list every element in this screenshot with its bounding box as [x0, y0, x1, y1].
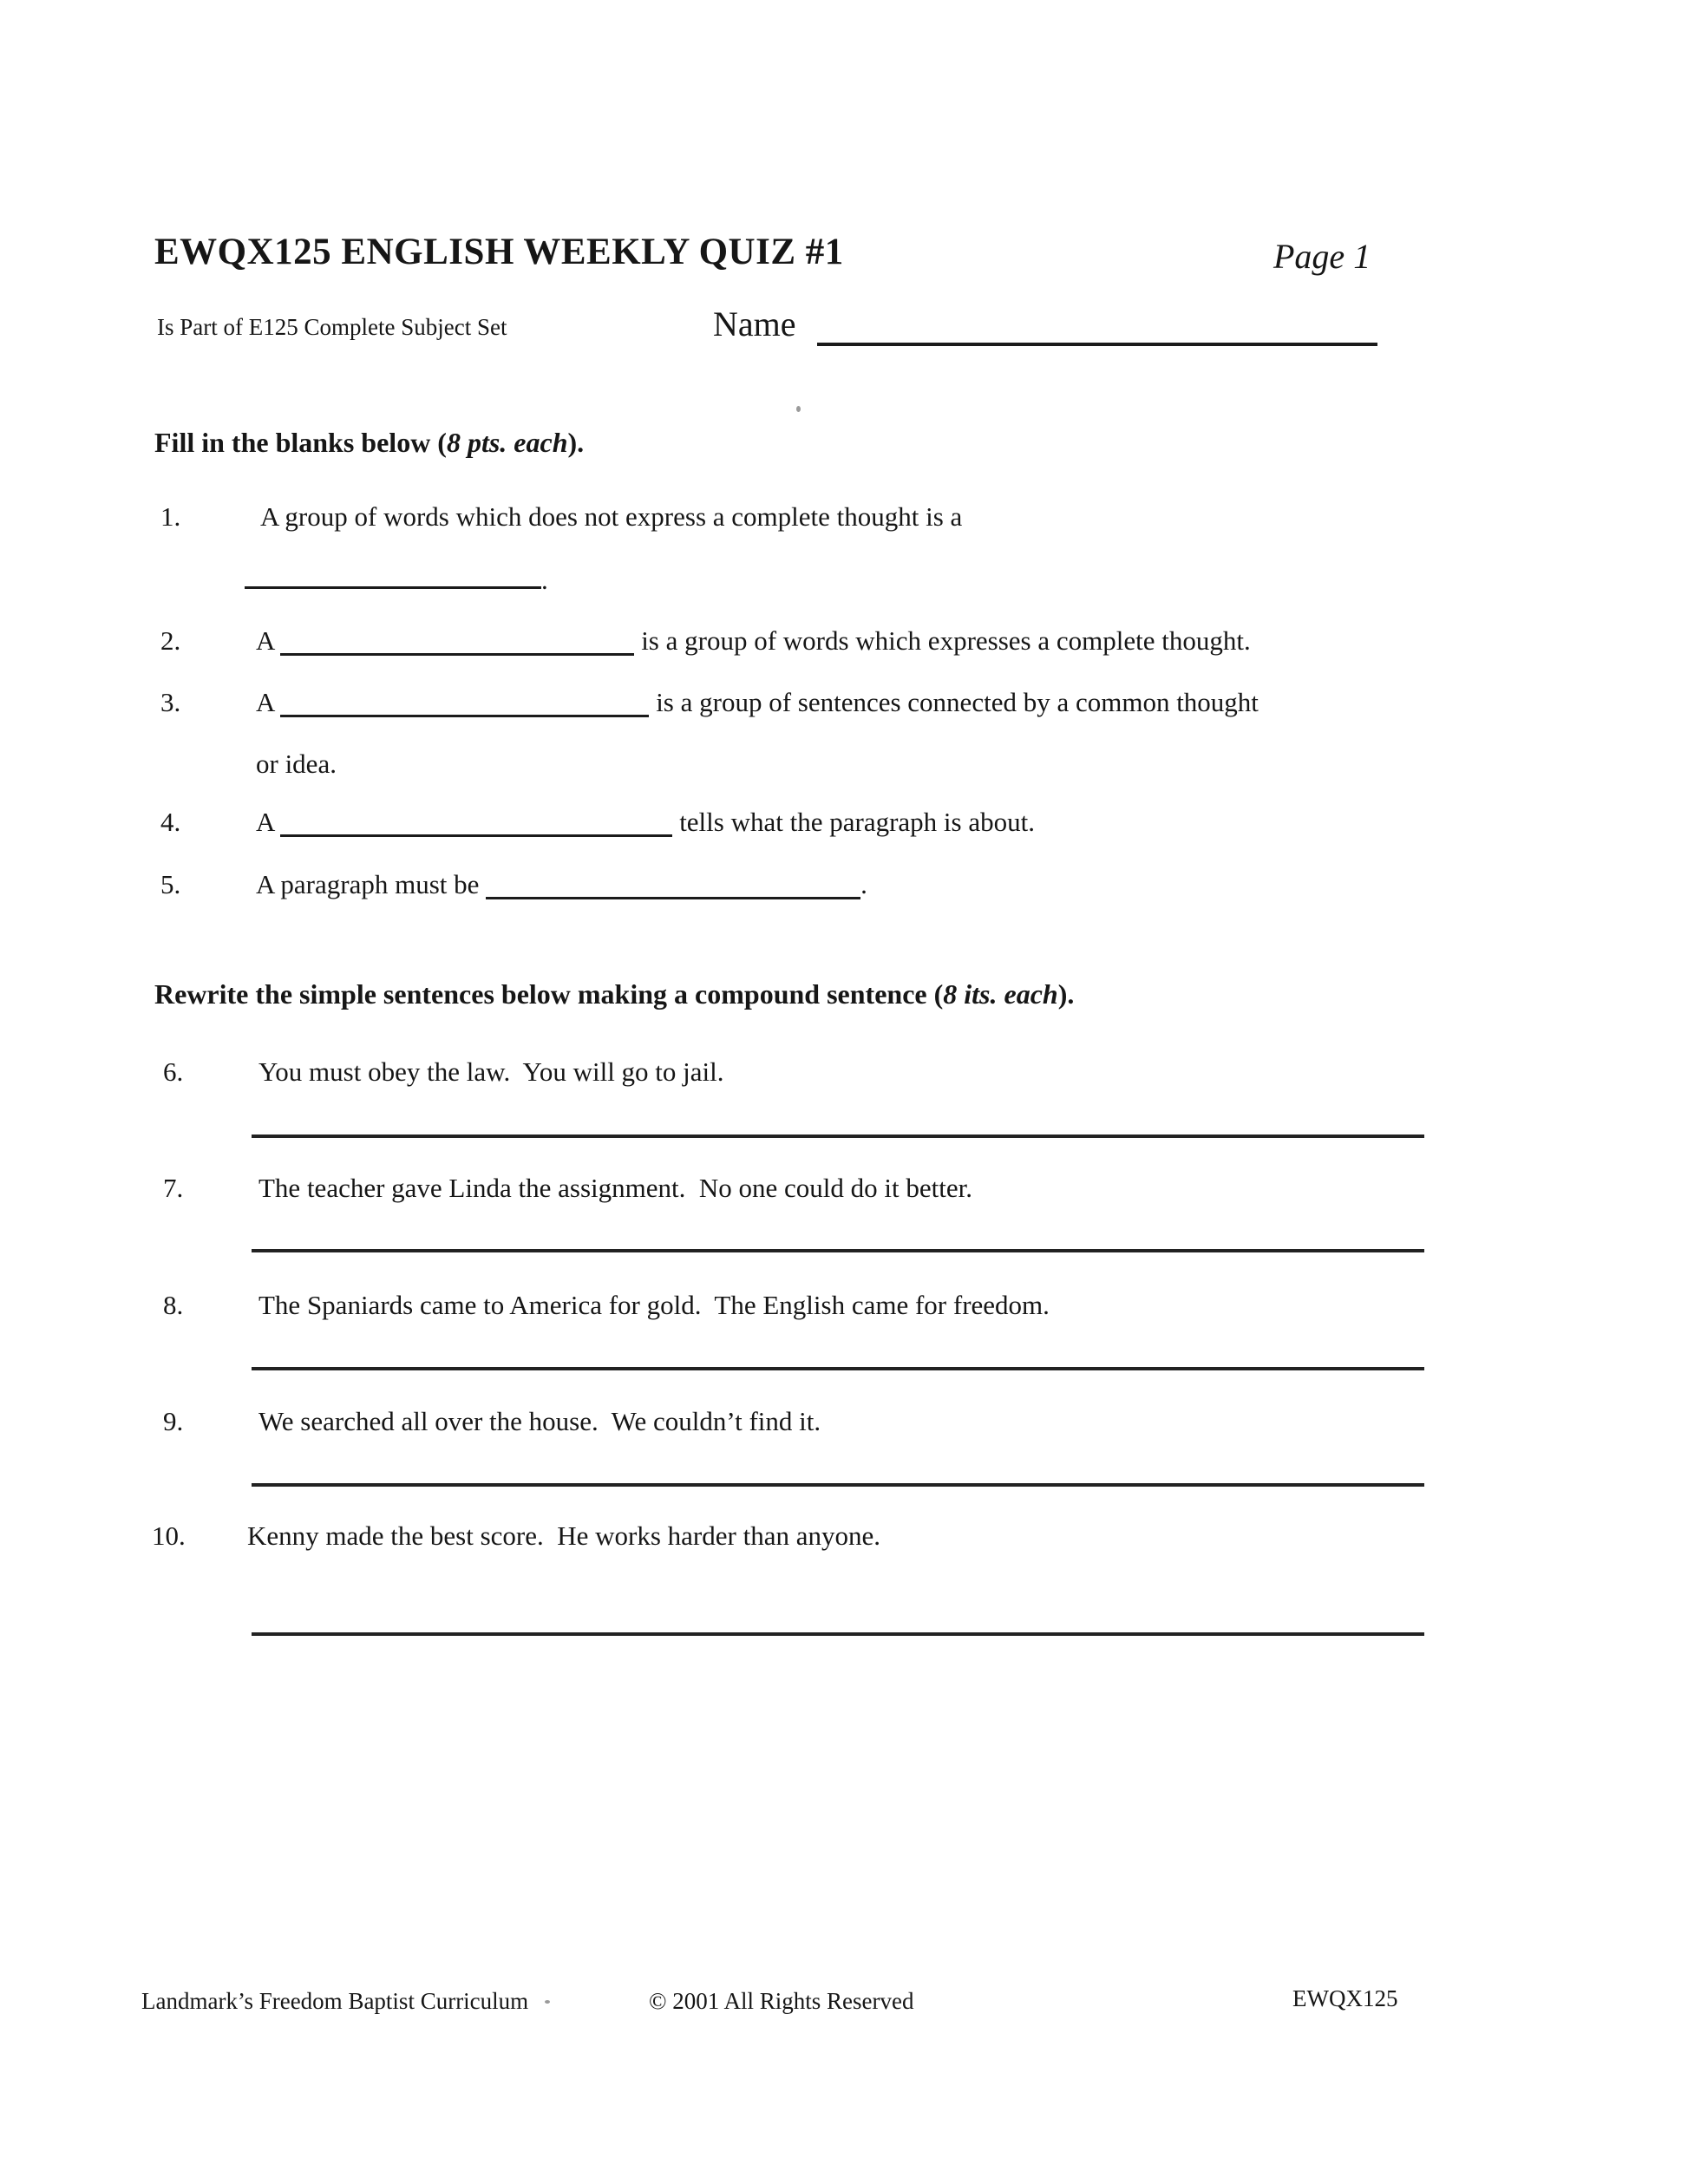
rewrite-heading-text: Rewrite the simple sentences below making a compound sentence (	[154, 978, 944, 1010]
question-3-prefix: A	[256, 687, 281, 717]
fill-blank-5[interactable]	[486, 870, 860, 899]
question-2	[160, 624, 1427, 658]
question-2-suffix: is a group of words which expresses a complete thought.	[634, 625, 1251, 656]
question-8-number: 8.	[163, 1290, 184, 1320]
question-2-prefix: A	[256, 625, 281, 656]
question-8	[163, 1289, 1430, 1323]
question-6-number: 6.	[163, 1056, 184, 1087]
question-1-answer	[245, 559, 548, 598]
name-entry-line[interactable]	[817, 310, 1377, 346]
fill-blank-4[interactable]	[280, 808, 672, 837]
question-2-number: 2.	[160, 625, 181, 656]
answer-line-9[interactable]	[252, 1457, 1424, 1487]
subject-set-subtitle: Is Part of E125 Complete Subject Set	[157, 314, 507, 340]
question-8-text: The Spaniards came to America for gold. The English came for freedom.	[258, 1290, 1050, 1320]
answer-line-6[interactable]	[252, 1108, 1424, 1138]
rewrite-heading-points-note: 8 its. each	[943, 978, 1058, 1010]
heading-points-note: 8 pts. each	[446, 427, 568, 458]
question-4-prefix: A	[256, 807, 281, 837]
answer-line-10[interactable]	[252, 1606, 1424, 1636]
question-7-number: 7.	[163, 1173, 184, 1203]
question-6-text: You must obey the law. You will go to jail.	[258, 1056, 724, 1087]
question-1-period: .	[541, 565, 548, 595]
name-label: Name	[713, 304, 796, 343]
question-4	[160, 806, 1427, 840]
fill-blank-1[interactable]	[245, 559, 541, 589]
question-5-number: 5.	[160, 869, 181, 899]
question-7-text: The teacher gave Linda the assignment. No one could do it better.	[258, 1173, 972, 1203]
footer-product-code: EWQX125	[1292, 1985, 1398, 2011]
rewrite-heading-end: ).	[1057, 978, 1075, 1010]
question-1-number: 1.	[160, 501, 181, 532]
question-3-number: 3.	[160, 687, 181, 717]
question-4-number: 4.	[160, 807, 181, 837]
footer-copyright: © 2001 All Rights Reserved	[649, 1988, 914, 2014]
fill-in-section-heading	[154, 427, 584, 459]
question-4-text	[256, 806, 1427, 840]
scan-speck	[796, 406, 801, 412]
footer-publisher: Landmark’s Freedom Baptist Curriculum	[141, 1988, 529, 2014]
question-9-number: 9.	[163, 1406, 184, 1436]
scan-speck	[545, 2000, 550, 2004]
page-title: EWQX125 ENGLISH WEEKLY QUIZ #1	[154, 232, 844, 272]
question-1-text: A group of words which does not express a complete thought is a	[260, 501, 963, 532]
question-10	[152, 1520, 1418, 1553]
question-3-continuation: or idea.	[256, 749, 337, 779]
question-5-period: .	[860, 869, 867, 899]
question-4-suffix: tells what the paragraph is about.	[672, 807, 1035, 837]
question-5-text	[256, 868, 1427, 902]
answer-line-8[interactable]	[252, 1341, 1424, 1370]
question-2-text	[256, 624, 1427, 658]
question-1	[160, 500, 1392, 534]
question-10-text: Kenny made the best score. He works harder than anyone.	[247, 1520, 880, 1551]
heading-end: ).	[567, 427, 585, 458]
heading-text: Fill in the blanks below (	[154, 427, 447, 458]
question-5-prefix: A paragraph must be	[256, 869, 487, 899]
question-6	[163, 1056, 1430, 1089]
question-9-text: We searched all over the house. We couldn’t find it.	[258, 1406, 821, 1436]
question-3	[160, 686, 1427, 720]
fill-blank-2[interactable]	[280, 626, 634, 656]
page-number-label: Page 1	[1273, 237, 1371, 276]
question-9	[163, 1405, 1430, 1439]
answer-line-7[interactable]	[252, 1223, 1424, 1252]
question-3-suffix: is a group of sentences connected by a common thought	[649, 687, 1259, 717]
question-10-number: 10.	[152, 1520, 186, 1551]
question-3-text	[256, 686, 1427, 720]
rewrite-section-heading	[154, 978, 1074, 1010]
question-7	[163, 1172, 1430, 1206]
fill-blank-3[interactable]	[280, 688, 649, 717]
question-5	[160, 868, 1427, 902]
